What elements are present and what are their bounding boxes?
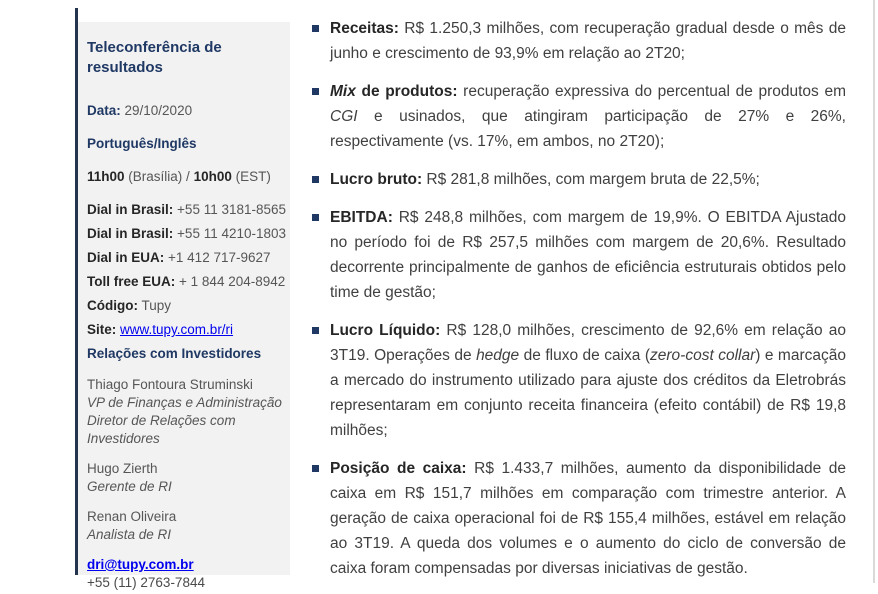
site-link[interactable]: www.tupy.com.br/ri <box>120 322 234 337</box>
person-name: Thiago Fontoura Struminski <box>87 377 253 392</box>
ir-email-link[interactable]: dri@tupy.com.br <box>87 557 194 572</box>
text-segment: hedge <box>476 347 520 364</box>
highlights-list <box>300 16 846 581</box>
text-segment: Português/Inglês <box>87 136 197 151</box>
text-segment: CGI <box>330 108 358 125</box>
text-segment: 10h00 <box>193 169 236 184</box>
dial-label: Dial in Brasil: <box>87 226 174 241</box>
text-segment: EBITDA: <box>330 209 393 226</box>
text-segment: Lucro bruto: <box>330 171 423 188</box>
text-segment: zero-cost collar <box>650 347 756 364</box>
bullet-square-icon <box>312 465 319 472</box>
text-segment: Data: <box>87 103 125 118</box>
dial-line <box>87 249 282 267</box>
highlights-section <box>300 16 846 594</box>
person-role: VP de Finanças e Administração <box>87 395 282 410</box>
dial-line <box>87 273 286 291</box>
bullet-square-icon <box>312 25 319 32</box>
page-right-border <box>873 0 875 583</box>
text-segment: R$ 281,8 milhões, com margem bruta de 22,5%; <box>422 171 760 188</box>
teleconference-info <box>87 102 282 186</box>
sidebar-title: Teleconferência de resultados <box>87 39 222 76</box>
info-line <box>87 168 282 186</box>
ir-person <box>87 460 282 496</box>
dial-value: +55 11 3181-8565 <box>177 202 287 217</box>
text-segment: Lucro Líquido: <box>330 322 441 339</box>
dial-label: Código: <box>87 298 138 313</box>
bullet-square-icon <box>312 88 319 95</box>
text-segment: 29/10/2020 <box>124 103 193 118</box>
highlight-item <box>300 167 846 192</box>
highlight-item <box>300 318 846 443</box>
text-segment: e usinados, que atingiram participação de 27% e 26%, respectivamente (vs. 17%, em ambos, no 2T20); <box>330 108 846 150</box>
ir-person <box>87 376 282 448</box>
ir-phone: +55 (11) 2763-7844 <box>87 575 205 590</box>
text-segment: (EST) <box>235 169 271 184</box>
dial-label: Dial in Brasil: <box>87 202 174 217</box>
dial-line <box>87 201 287 219</box>
dial-value: +55 11 4210-1803 <box>177 226 287 241</box>
dial-label: Dial in EUA: <box>87 250 165 265</box>
dial-line <box>87 225 287 243</box>
highlight-item <box>300 456 846 581</box>
text-segment: de fluxo de caixa ( <box>519 347 651 364</box>
ir-contact <box>87 556 282 592</box>
dial-line <box>87 321 282 339</box>
highlight-item <box>300 79 846 154</box>
text-segment: ) e marcação a mercado do instrumento utilizado para ajuste dos créditos da Eletrobrás representaram em conjunto receita financeira (efeito contábil) de R$ 19,8 milhões; <box>330 347 846 439</box>
person-role: Gerente de RI <box>87 479 172 494</box>
person-role: Analista de RI <box>87 527 172 542</box>
bullet-square-icon <box>312 214 319 221</box>
text-segment: R$ 128,0 milhões, crescimento de 92,6% em relação ao 3T19. Operações de <box>330 322 846 364</box>
text-segment: Receitas: <box>330 20 399 37</box>
ir-person <box>87 508 282 544</box>
dial-label: Toll free EUA: <box>87 274 176 289</box>
dial-label: Site: <box>87 322 117 337</box>
bullet-square-icon <box>312 327 319 334</box>
dial-in-list <box>87 201 287 339</box>
dial-value: Tupy <box>141 298 172 313</box>
person-role: Diretor de Relações com Investidores <box>87 413 236 446</box>
highlight-item <box>300 205 846 305</box>
person-name: Renan Oliveira <box>87 509 177 524</box>
dial-line <box>87 297 282 315</box>
info-line <box>87 102 282 120</box>
dial-value: + 1 844 204-8942 <box>179 274 286 289</box>
text-segment: Posição de caixa: <box>330 460 467 477</box>
highlight-item <box>300 16 846 66</box>
teleconference-sidebar <box>78 22 290 590</box>
text-segment: R$ 1.433,7 milhões, aumento da disponibilidade de caixa em R$ 151,7 milhões em comparação com trimestre anterior. A geração de caixa operacional foi de R$ 155,4 milhões, estável em relação ao 3T19. A queda dos volumes e o aumento do ciclo de conversão de caixa foram compensadas por diversas iniciativas de gestão. <box>330 460 846 577</box>
ir-team <box>87 376 282 544</box>
ir-heading: Relações com Investidores <box>87 346 262 361</box>
text-segment: R$ 248,8 milhões, com margem de 19,9%. O EBITDA Ajustado no período foi de R$ 257,5 milhões com margem de 20,6%. Resultado decorrente principalmente de ganhos de eficiência estruturais obtidos pelo time de gestão; <box>330 209 846 301</box>
text-segment: Mix <box>330 83 356 100</box>
person-name: Hugo Zierth <box>87 461 158 476</box>
text-segment: (Brasília) / <box>128 169 194 184</box>
dial-value: +1 412 717-9627 <box>168 250 271 265</box>
text-segment: de produtos: <box>355 83 458 100</box>
text-segment: R$ 1.250,3 milhões, com recuperação gradual desde o mês de junho e crescimento de 93,9% em relação ao 2T20; <box>330 20 846 62</box>
text-segment: recuperação expressiva do percentual de produtos em <box>457 83 846 100</box>
bullet-square-icon <box>312 176 319 183</box>
info-line <box>87 135 282 153</box>
text-segment: 11h00 <box>87 169 129 184</box>
